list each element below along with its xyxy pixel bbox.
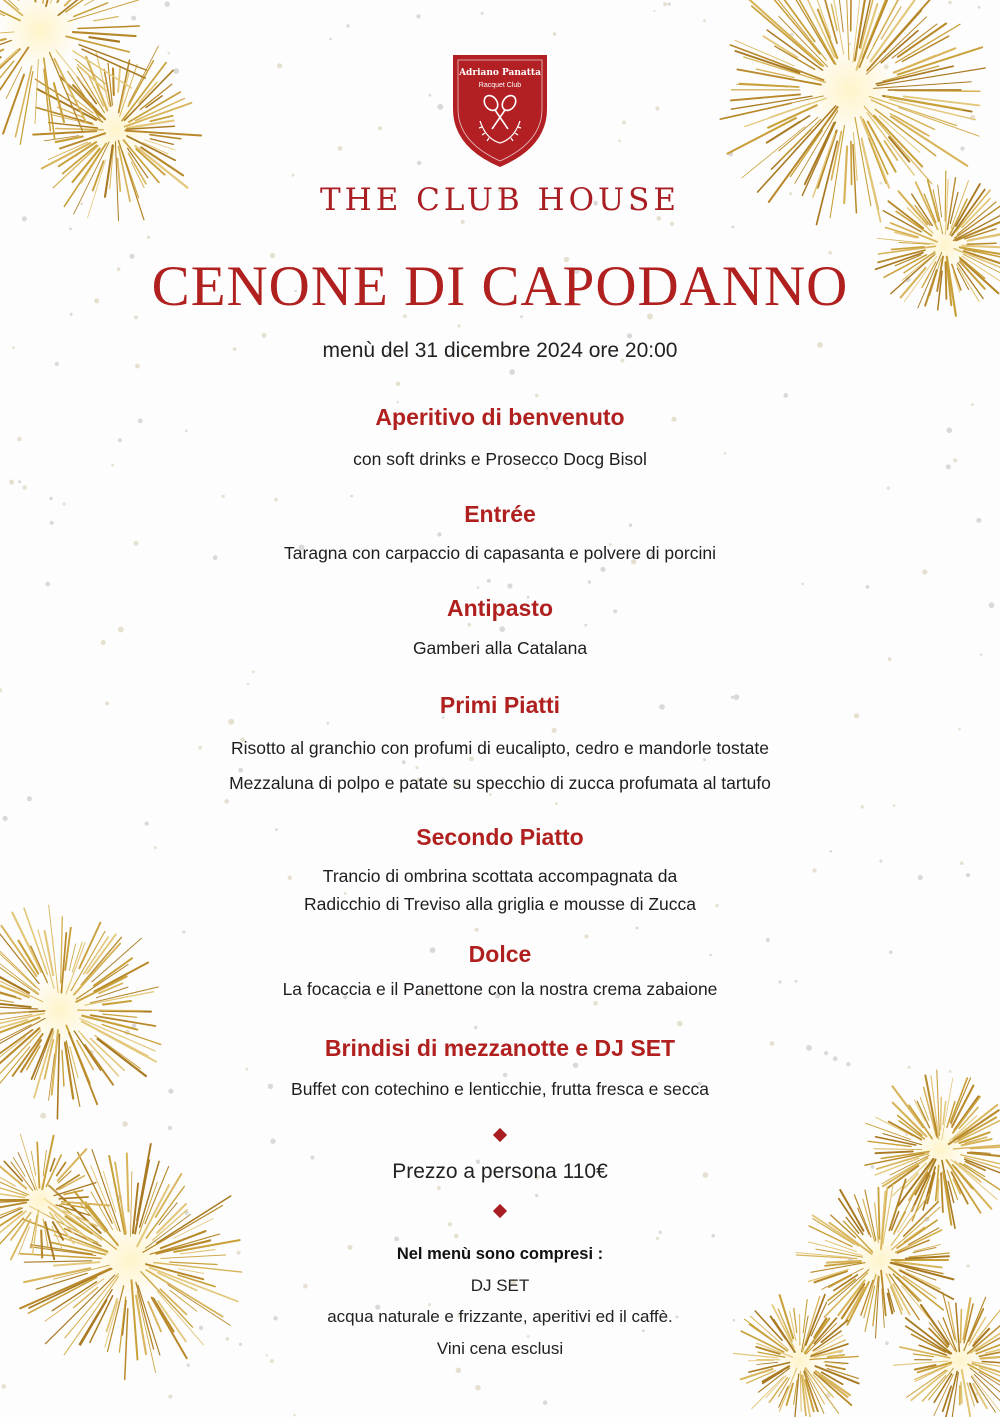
price: Prezzo a persona 110€: [392, 1160, 608, 1183]
club-house-heading: THE CLUB HOUSE: [319, 182, 680, 218]
crest-line1: Adriano Panatta: [459, 68, 541, 78]
page-title: CENONE DI CAPODANNO: [151, 255, 849, 318]
section-title-entree: Entrée: [464, 501, 536, 527]
included-line: acqua naturale e frizzante, aperitivi ed il caffè.: [327, 1307, 673, 1326]
section-title-brindisi: Brindisi di mezzanotte e DJ SET: [324, 1035, 676, 1061]
menu-item: Risotto al granchio con profumi di eucalipto, cedro e mandorle tostate: [231, 738, 769, 758]
section-title-dolce: Dolce: [468, 941, 532, 967]
included-title: Nel menù sono compresi :: [396, 1245, 604, 1263]
included-line: Vini cena esclusi: [436, 1339, 564, 1358]
section-title-secondo: Secondo Piatto: [416, 824, 584, 850]
menu-date: menù del 31 dicembre 2024 ore 20:00: [322, 339, 678, 362]
menu-item: con soft drinks e Prosecco Docg Bisol: [353, 449, 647, 469]
menu-item: Gamberi alla Catalana: [412, 638, 588, 658]
menu-item: Trancio di ombrina scottata accompagnata da: [322, 866, 678, 886]
section-title-aperitivo: Aperitivo di benvenuto: [375, 404, 625, 430]
menu-item: Radicchio di Treviso alla griglia e mousse di Zucca: [304, 894, 696, 914]
menu-item: Taragna con carpaccio di capasanta e polvere di porcini: [284, 543, 716, 563]
section-title-primi: Primi Piatti: [439, 692, 561, 718]
menu-item: Mezzaluna di polpo e patate su specchio di zucca profumata al tartufo: [229, 773, 771, 793]
menu-item: La focaccia e il Panettone con la nostra crema zabaione: [282, 979, 718, 999]
menu-item: Buffet con cotechino e lenticchie, frutta fresca e secca: [291, 1079, 709, 1099]
crest-line2: Racquet Club: [478, 82, 522, 89]
included-line: DJ SET: [470, 1276, 530, 1295]
section-title-antipasto: Antipasto: [446, 595, 554, 621]
club-crest-logo: [450, 51, 550, 169]
